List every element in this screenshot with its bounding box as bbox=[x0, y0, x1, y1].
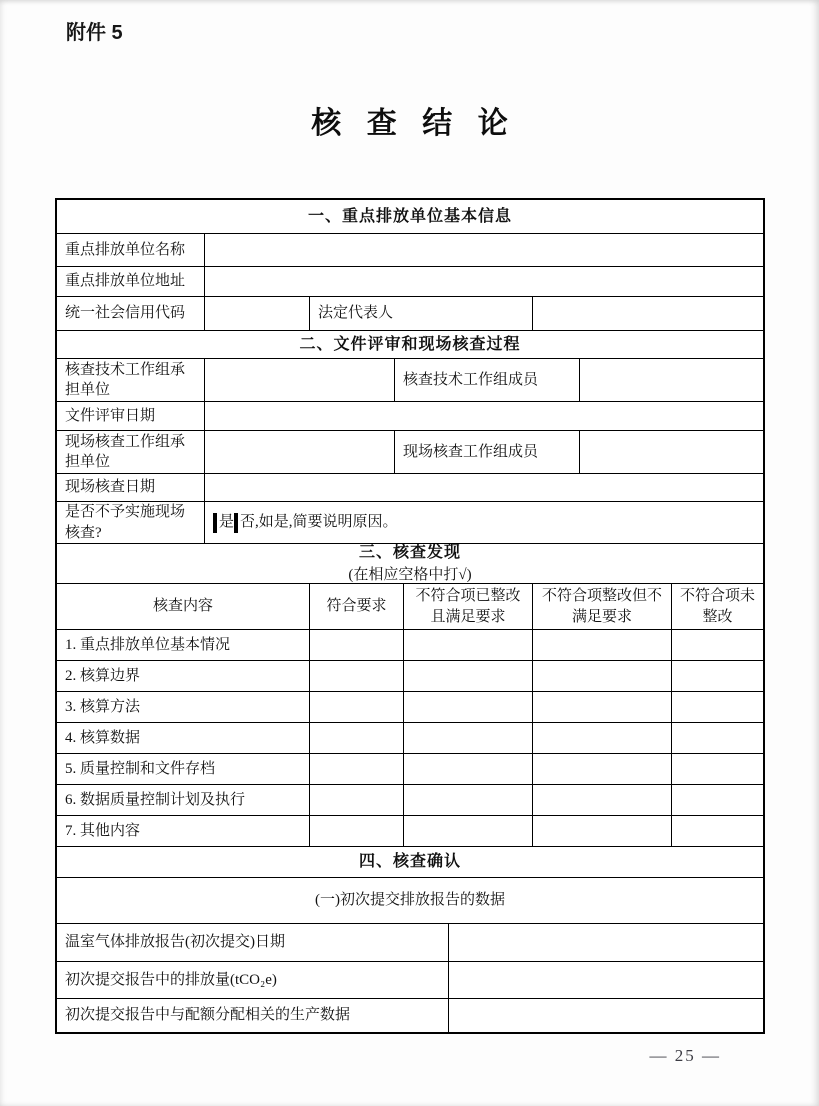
finding-row-label: 3. 核算方法 bbox=[57, 692, 310, 722]
table-row bbox=[57, 924, 763, 962]
section3-header-row bbox=[57, 584, 763, 630]
checkbox-no-icon bbox=[234, 513, 238, 533]
section2-title-row bbox=[57, 331, 763, 359]
table-row bbox=[57, 661, 763, 692]
credit-code-label: 统一社会信用代码 bbox=[57, 297, 205, 330]
col-header-not-fixed: 不符合项未整改 bbox=[680, 588, 756, 625]
doc-review-date-label: 文件评审日期 bbox=[57, 402, 205, 430]
review-team-unit-value-cell bbox=[205, 359, 395, 401]
mark-cell bbox=[310, 754, 404, 784]
mark-cell bbox=[404, 692, 533, 722]
review-team-unit-label: 核查技术工作组承担单位 bbox=[57, 359, 205, 401]
mark-cell bbox=[310, 785, 404, 815]
table-row bbox=[57, 431, 763, 474]
first-report-date-label: 温室气体排放报告(初次提交)日期 bbox=[57, 924, 449, 961]
finding-row-label: 6. 数据质量控制计划及执行 bbox=[57, 785, 310, 815]
table-row bbox=[57, 962, 763, 999]
site-team-members-label: 现场核查工作组成员 bbox=[395, 431, 580, 473]
mark-cell bbox=[310, 816, 404, 846]
mark-cell bbox=[533, 630, 672, 660]
table-row bbox=[57, 816, 763, 847]
unit-address-label: 重点排放单位地址 bbox=[57, 267, 205, 296]
site-date-label: 现场核查日期 bbox=[57, 474, 205, 501]
first-report-emissions-value-cell bbox=[449, 962, 763, 998]
page-title: 核 查 结 论 bbox=[311, 107, 517, 140]
first-report-emissions-label: 初次提交报告中的排放量(tCO₂e) bbox=[57, 962, 449, 998]
mark-cell bbox=[672, 630, 763, 660]
table-row bbox=[57, 474, 763, 502]
site-team-unit-value-cell bbox=[205, 431, 395, 473]
legal-rep-value-cell bbox=[533, 297, 763, 330]
checkbox-no-label: 否 bbox=[240, 513, 256, 530]
mark-cell bbox=[310, 723, 404, 753]
col-header-content: 核查内容 bbox=[57, 584, 310, 629]
site-team-members-value-cell bbox=[580, 431, 763, 473]
mark-cell bbox=[404, 723, 533, 753]
mark-cell bbox=[533, 723, 672, 753]
checkbox-yes-icon bbox=[213, 513, 217, 533]
site-date-value-cell bbox=[205, 474, 763, 501]
section4-title: 四、核查确认 bbox=[358, 853, 461, 871]
section3-title-row bbox=[57, 544, 763, 584]
mark-cell bbox=[672, 754, 763, 784]
table-row bbox=[57, 502, 763, 544]
mark-cell bbox=[672, 692, 763, 722]
table-row bbox=[57, 999, 763, 1032]
mark-cell bbox=[533, 816, 672, 846]
mark-cell bbox=[404, 816, 533, 846]
section4-subsection-row bbox=[57, 878, 763, 924]
page-number: — 25 — bbox=[649, 1046, 721, 1065]
table-row bbox=[57, 402, 763, 431]
finding-row-label: 4. 核算数据 bbox=[57, 723, 310, 753]
col-header-fixed-ok: 不符合项已整改且满足要求 bbox=[404, 584, 533, 629]
unit-name-label: 重点排放单位名称 bbox=[57, 234, 205, 266]
first-report-production-data-value-cell bbox=[449, 999, 763, 1032]
section3-title: 三、核查发现 bbox=[358, 544, 461, 562]
mark-cell bbox=[404, 630, 533, 660]
finding-row-label: 1. 重点排放单位基本情况 bbox=[57, 630, 310, 660]
section1-title-row bbox=[57, 200, 763, 234]
table-row bbox=[57, 234, 763, 267]
mark-cell bbox=[310, 692, 404, 722]
site-team-unit-label: 现场核查工作组承担单位 bbox=[57, 431, 205, 473]
first-report-production-data-label: 初次提交报告中与配额分配相关的生产数据 bbox=[57, 999, 449, 1032]
unit-name-value-cell bbox=[205, 234, 763, 266]
mark-cell bbox=[533, 754, 672, 784]
table-row bbox=[57, 785, 763, 816]
mark-cell bbox=[404, 661, 533, 691]
mark-cell bbox=[533, 692, 672, 722]
mark-cell bbox=[533, 661, 672, 691]
no-site-visit-note: ,如是,简要说明原因。 bbox=[255, 513, 398, 530]
section2-title: 二、文件评审和现场核查过程 bbox=[299, 335, 521, 353]
table-row bbox=[57, 630, 763, 661]
finding-row-label: 5. 质量控制和文件存档 bbox=[57, 754, 310, 784]
mark-cell bbox=[672, 661, 763, 691]
section3-title-block bbox=[57, 544, 763, 583]
finding-row-label: 2. 核算边界 bbox=[57, 661, 310, 691]
unit-address-value-cell bbox=[205, 267, 763, 296]
section4-title-row bbox=[57, 847, 763, 878]
table-row bbox=[57, 297, 763, 331]
mark-cell bbox=[404, 754, 533, 784]
first-report-date-value-cell bbox=[449, 924, 763, 961]
table-row bbox=[57, 723, 763, 754]
mark-cell bbox=[672, 723, 763, 753]
verification-table bbox=[55, 198, 765, 1034]
credit-code-value-cell bbox=[205, 297, 310, 330]
mark-cell bbox=[672, 785, 763, 815]
legal-rep-label: 法定代表人 bbox=[310, 297, 533, 330]
review-team-members-value-cell bbox=[580, 359, 763, 401]
col-header-conform: 符合要求 bbox=[310, 584, 404, 629]
doc-review-date-value-cell bbox=[205, 402, 763, 430]
mark-cell bbox=[533, 785, 672, 815]
finding-row-label: 7. 其他内容 bbox=[57, 816, 310, 846]
review-team-members-label: 核查技术工作组成员 bbox=[395, 359, 580, 401]
mark-cell bbox=[310, 630, 404, 660]
mark-cell bbox=[310, 661, 404, 691]
no-site-visit-label: 是否不予实施现场核查? bbox=[57, 502, 205, 543]
mark-cell bbox=[404, 785, 533, 815]
no-site-visit-answer-cell bbox=[205, 502, 763, 543]
mark-cell bbox=[672, 816, 763, 846]
section1-title: 一、重点排放单位基本信息 bbox=[307, 207, 512, 225]
checkbox-yes-label: 是 bbox=[219, 513, 235, 530]
section4-subsection1-title: (一)初次提交排放报告的数据 bbox=[315, 892, 505, 909]
table-row bbox=[57, 359, 763, 402]
attachment-label: 附件 5 bbox=[66, 22, 123, 44]
section3-subtitle: (在相应空格中打√) bbox=[348, 566, 472, 583]
table-row bbox=[57, 692, 763, 723]
col-header-fixed-not-ok: 不符合项整改但不满足要求 bbox=[533, 584, 672, 629]
table-row bbox=[57, 267, 763, 297]
table-row bbox=[57, 754, 763, 785]
